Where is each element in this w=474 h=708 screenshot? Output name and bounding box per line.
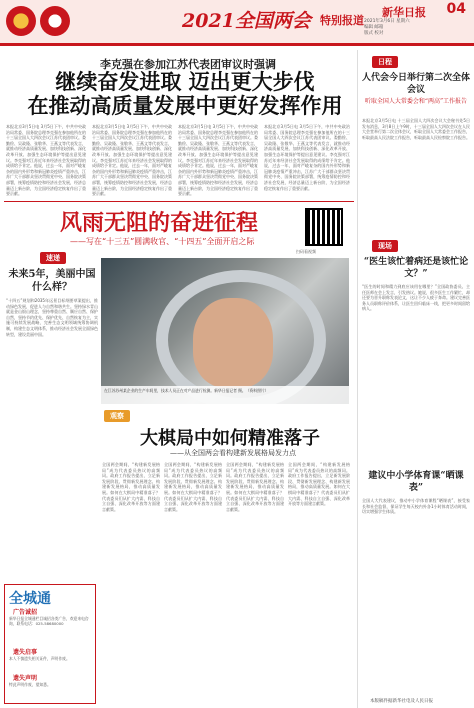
- party-emblem-icon: [40, 6, 70, 36]
- second-body-col-3: 全国两会期间，“构建新发展格局”成为代表委员热议的高频词。政府工作报告提出，立足新发展阶段、贯彻新发展理念、构建新发展格局，推动高质量发展。如何在大棋局中精准落子？代表委员们从扩大内需、科技自立自强、深化改革开放等方面建言献策。: [226, 462, 284, 512]
- second-body-col-4: 全国两会期间，“构建新发展格局”成为代表委员热议的高频词。政府工作报告提出，立足新发展阶段、贯彻新发展理念、构建新发展格局，推动高质量发展。如何在大棋局中精准落子？代表委员们从扩大内需、科技自立自强、深化改革开放等方面建言献策。: [288, 462, 350, 507]
- second-title: 大棋局中如何精准落子: [140, 428, 320, 449]
- second-body-col-2: 全国两会期间，“构建新发展格局”成为代表委员热议的高频词。政府工作报告提出，立足新发展阶段、贯彻新发展理念、构建新发展格局，推动高质量发展。如何在大棋局中精准落子？代表委员们从扩大内需、科技自立自强、深化改革开放等方面建言献策。: [164, 462, 222, 512]
- city-text-1: 新华日报全城通栏目诚招各类广告，欢迎来电咨询，联系电话：025-58680000: [9, 616, 89, 627]
- feature-subtitle: ——写在“十三五”圆满收官、“十四五”全面开启之际: [70, 237, 255, 246]
- photo-caption: 在江苏苏州某企业的生产车间里，技术人员正在对产品进行检测。新华日报记者 摄。（资料照片）: [101, 386, 349, 404]
- city-heading-1: 广告诚招: [13, 609, 38, 616]
- lead-body-col-1: 本报北京3月5日电 3月5日下午，中共中央政治局常委、国务院总理李克强在参加他所在的十三届全国人大四次会议江苏代表团审议。娄勤俭、吴政隆、张敬华、王燕文等代表发言，就推动经济高质量发展、加快科技创新、深化改革开放、加强生态环境保护等提出意见建议。李克强对江苏近年来经济社会发展取得的成绩给予肯定。他说，过去一年，面对严峻复杂的国内外形势和新冠肺炎疫情严重冲击，江苏广大干部群众坚决贯彻党中央、国务院决策部署，统筹疫情防控和经济社会发展，经济总量迈上新台阶，为全国经济稳定恢复作出了重要贡献。: [6, 124, 86, 197]
- national-emblem-icon: [6, 6, 36, 36]
- city-heading-3: 遗失声明: [13, 675, 38, 682]
- schedule-tag: 日程: [372, 56, 398, 68]
- right-title-1: 人代会今日举行第二次全体会议: [362, 73, 471, 95]
- second-subtitle: ——从全国两会看构建新发展格局发力点: [170, 449, 296, 457]
- lead-headline-line-1: 继续奋发进取 迈出更大步伐: [55, 69, 315, 94]
- qr-caption: 扫码看视频: [296, 249, 316, 254]
- city-ads-box: [4, 584, 96, 704]
- page-header: [0, 0, 474, 46]
- lead-headline: [20, 70, 350, 118]
- city-text-3: 特此声明作废，望知悉。: [9, 682, 51, 687]
- page-footnote: 本版稿件据新华社电及人民日报: [370, 699, 433, 704]
- scene-tag: 现场: [372, 240, 398, 252]
- paper-name: 新华日报: [382, 6, 426, 19]
- right-sub-1: 听取全国人大常委会和“两高”工作报告: [364, 98, 468, 105]
- right-body-3: 全国人大代表建议，推动中小学体育课程“晒课表”，接受家长和社会监督，保证学生每天校内外各1小时体育活动时间，切实增强学生体质。: [362, 498, 470, 515]
- lead-body-col-2: 本报北京3月5日电 3月5日下午，中共中央政治局常委、国务院总理李克强在参加他所在的十三届全国人大四次会议江苏代表团审议。娄勤俭、吴政隆、张敬华、王燕文等代表发言，就推动经济高质量发展、加快科技创新、深化改革开放、加强生态环境保护等提出意见建议。李克强对江苏近年来经济社会发展取得的成绩给予肯定。他说，过去一年，面对严峻复杂的国内外形势和新冠肺炎疫情严重冲击，江苏广大干部群众坚决贯彻党中央、国务院决策部署，统筹疫情防控和经济社会发展，经济总量迈上新台阶，为全国经济稳定恢复作出了重要贡献。: [92, 124, 172, 197]
- left-box-title: 未来5年，美丽中国什么样？: [8, 269, 96, 293]
- express-tag: 速递: [40, 252, 66, 264]
- observe-tag: 观察: [104, 410, 130, 422]
- page-number: 04: [446, 1, 466, 17]
- left-box-body: “十四五”规划和2035年远景目标纲要草案提出，推动绿色发展，促进人与自然和谐共生。坚持绿水青山就是金山银山理念，坚持尊重自然、顺应自然、保护自然，坚持节约优先、保护优先、自然恢复为主，实施可持续发展战略，完善生态文明领域统筹协调机制，构建生态文明体系，推动经济社会发展全面绿色转型，建设美丽中国。: [6, 298, 98, 337]
- feature-photo: [101, 258, 349, 404]
- right-title-3: 建议中小学体育课“晒课表”: [368, 471, 464, 493]
- right-body-2: “医生的时间和精力到底应该用在哪里？”全国政协委员、主任医师在会上发言，引发热议。她说，很多医生工作繁忙，却还要为晋升职称发表论文，这让不少人疲于奔命。建议完善医务人员职称评价体系，让医生回归临床一线，把更多时间留给病人。: [362, 284, 470, 312]
- page-meta: 2021年3月6日 星期六 编辑 邮箱 版式 校对: [364, 19, 410, 36]
- lead-headline-line-2: 在推动高质量发展中更好发挥作用: [27, 93, 343, 118]
- section-subtitle: 特别报道: [320, 14, 364, 27]
- city-text-2: 本人不慎遗失相关证件，声明作废。: [9, 656, 70, 661]
- second-body-col-1: 全国两会期间，“构建新发展格局”成为代表委员热议的高频词。政府工作报告提出，立足新发展阶段、贯彻新发展理念、构建新发展格局，推动高质量发展。如何在大棋局中精准落子？代表委员们从扩大内需、科技自立自强、深化改革开放等方面建言献策。: [102, 462, 160, 512]
- feature-title: 风雨无阻的奋进征程: [60, 210, 259, 236]
- qr-code-icon[interactable]: [305, 208, 343, 246]
- section-title: 2021全国两会: [182, 10, 311, 32]
- lead-body-col-3: 本报北京3月5日电 3月5日下午，中共中央政治局常委、国务院总理李克强在参加他所在的十三届全国人大四次会议江苏代表团审议。娄勤俭、吴政隆、张敬华、王燕文等代表发言，就推动经济高质量发展、加快科技创新、深化改革开放、加强生态环境保护等提出意见建议。李克强对江苏近年来经济社会发展取得的成绩给予肯定。他说，过去一年，面对严峻复杂的国内外形势和新冠肺炎疫情严重冲击，江苏广大干部群众坚决贯彻党中央、国务院决策部署，统筹疫情防控和经济社会发展，经济总量迈上新台阶，为全国经济稳定恢复作出了重要贡献。: [178, 124, 258, 197]
- photo-person-shape: [193, 298, 273, 388]
- divider: [4, 201, 354, 202]
- lead-kicker: 李克强在参加江苏代表团审议时强调: [100, 58, 276, 71]
- right-body-1: 本报北京3月5日电 十三届全国人大四次会议大会秘书处5日发布消息，3月8日上午9时，十三届全国人大四次会议在人民大会堂举行第二次全体会议，听取全国人大常委会工作报告，听取最高人民法院工作报告，听取最高人民检察院工作报告。: [362, 118, 470, 140]
- city-heading-2: 遗失启事: [13, 649, 38, 656]
- city-logo: 全城通: [9, 591, 51, 607]
- right-title-2: “医生该忙着病还是该忙论文？”: [363, 257, 469, 279]
- lead-body-col-4: 本报北京3月5日电 3月5日下午，中共中央政治局常委、国务院总理李克强在参加他所在的十三届全国人大四次会议江苏代表团审议。娄勤俭、吴政隆、张敬华、王燕文等代表发言，就推动经济高质量发展、加快科技创新、深化改革开放、加强生态环境保护等提出意见建议。李克强对江苏近年来经济社会发展取得的成绩给予肯定。他说，过去一年，面对严峻复杂的国内外形势和新冠肺炎疫情严重冲击，江苏广大干部群众坚决贯彻党中央、国务院决策部署，统筹疫情防控和经济社会发展，经济总量迈上新台阶，为全国经济稳定恢复作出了重要贡献。: [264, 124, 350, 191]
